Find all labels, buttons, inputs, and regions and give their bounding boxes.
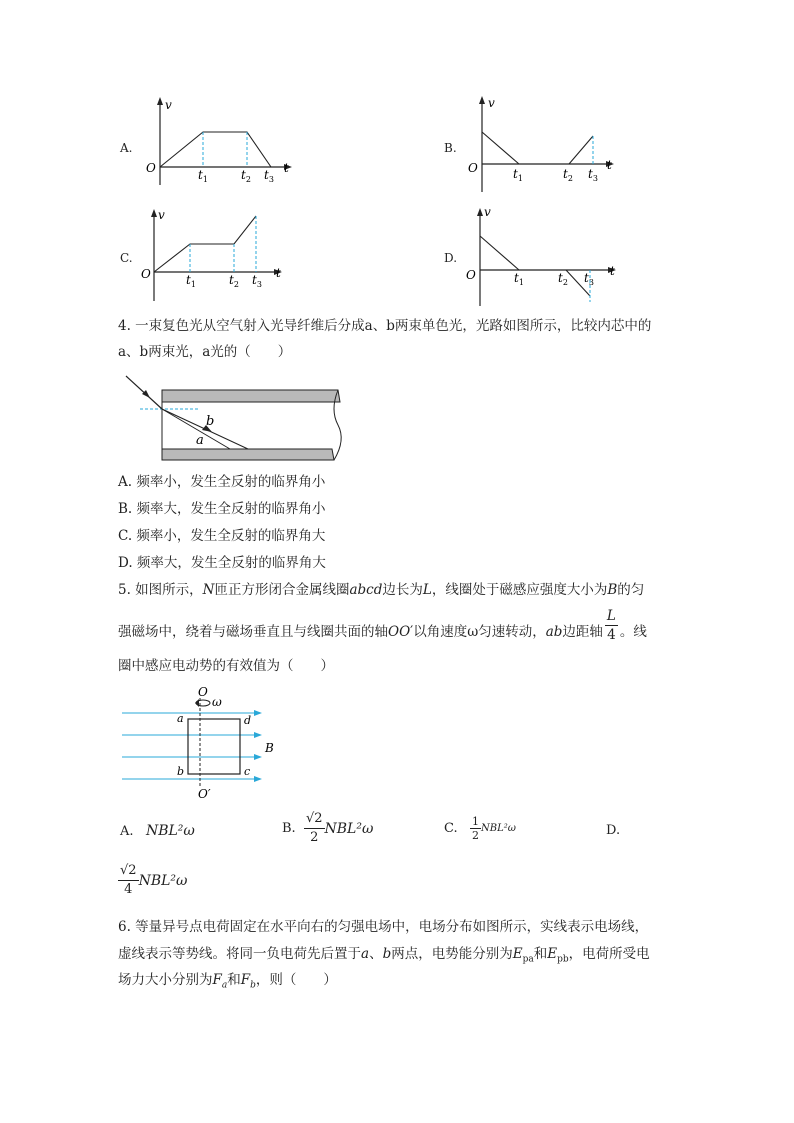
svg-text:t1 bbox=[186, 273, 196, 289]
ray-a-label: a bbox=[196, 433, 204, 448]
graph-c-t3-sub: 3 bbox=[256, 280, 262, 289]
field-B-label: B bbox=[265, 741, 274, 755]
svg-text:t2 bbox=[229, 273, 239, 289]
q4-choice-d[interactable]: D. 频率大，发生全反射的临界角大 bbox=[118, 555, 326, 571]
graph-c-t2-sub: 2 bbox=[233, 280, 239, 289]
svg-text:t2 bbox=[558, 271, 568, 287]
graph-a-v-label: v bbox=[165, 98, 172, 112]
graph-c-t2: t bbox=[229, 273, 234, 287]
graph-a-t3: t bbox=[264, 168, 269, 182]
q6-stem-line3: 场力大小分别为$F_a$和$F_b$，则（ ） bbox=[118, 972, 337, 991]
q4-choice-a[interactable]: A. 频率小，发生全反射的临界角小 bbox=[118, 474, 326, 490]
q4-choice-b[interactable]: B. 频率大，发生全反射的临界角小 bbox=[118, 501, 326, 517]
axis-O-label: O bbox=[198, 685, 208, 699]
graph-d-t2: t bbox=[558, 271, 563, 285]
graph-d bbox=[462, 200, 622, 308]
graph-a-t1: t bbox=[198, 168, 203, 182]
graph-d-v-label: v bbox=[484, 205, 491, 219]
graph-c-t1: t bbox=[186, 273, 191, 287]
graph-b-t1-sub: 1 bbox=[517, 174, 523, 183]
axis-O-prime-label: O′ bbox=[198, 787, 211, 801]
q5-stem-line2: 强磁场中，绕着与磁场垂直且与线圈共面的轴OO′以角速度ω匀速转动，ab边距轴 $\frac{L}{4}$ 。线 bbox=[118, 608, 647, 643]
svg-text:t1 bbox=[513, 167, 523, 183]
graph-d-t-label: t bbox=[610, 264, 615, 278]
q5-choice-d-value[interactable]: $\frac{√2}{4}$ NBL²ω bbox=[120, 863, 188, 897]
graph-b bbox=[464, 92, 624, 192]
q5-stem-line1: 5. 如图所示，N匝正方形闭合金属线圈abcd边长为L，线圈处于磁感应强度大小为B的匀 bbox=[118, 582, 645, 598]
graph-d-t1-sub: 1 bbox=[518, 278, 524, 287]
q4-stem-line2: a、b两束光，a光的（ ） bbox=[118, 344, 292, 360]
svg-text:t3 bbox=[252, 273, 262, 289]
graph-c-t-label: t bbox=[276, 266, 281, 280]
q5-choice-d[interactable]: D. bbox=[606, 823, 621, 838]
graph-b-t1: t bbox=[513, 167, 518, 181]
graph-b-origin: O bbox=[468, 161, 478, 175]
graph-a-t1-sub: 1 bbox=[202, 175, 208, 184]
q6-stem-line2: 虚线表示等势线。将同一负电荷先后置于a、b两点，电势能分别为$E_{pa}$和$E_{pb}$，电荷所受电 bbox=[118, 946, 650, 965]
q5-choice-b[interactable]: B. $\frac{√2}{2}$ NBL²ω bbox=[282, 811, 374, 845]
ray-b-label: b bbox=[206, 414, 215, 429]
svg-text:t3 bbox=[584, 271, 594, 287]
option-a-letter[interactable]: A. bbox=[120, 141, 133, 155]
graph-b-t2-sub: 2 bbox=[567, 174, 573, 183]
graph-a-origin: O bbox=[146, 161, 156, 175]
option-b-letter[interactable]: B. bbox=[444, 141, 457, 155]
graph-a-t3-sub: 3 bbox=[268, 175, 274, 184]
fraction-L-over-4: $\frac{L}{4}$ bbox=[606, 608, 616, 643]
graph-b-t2: t bbox=[563, 167, 568, 181]
corner-d: d bbox=[244, 714, 252, 727]
graph-a-t-label: t bbox=[284, 161, 289, 175]
svg-text:t1 bbox=[198, 168, 208, 184]
graph-a-t2: t bbox=[241, 168, 246, 182]
q4-stem-line1: 4. 一束复色光从空气射入光导纤维后分成a、b两束单色光，光路如图所示，比较内芯中的 bbox=[118, 318, 652, 334]
graph-d-t3-sub: 3 bbox=[588, 278, 594, 287]
graph-c-v-label: v bbox=[158, 208, 165, 222]
corner-c: c bbox=[244, 765, 251, 778]
graph-a bbox=[140, 95, 300, 190]
graph-c-t3: t bbox=[252, 273, 257, 287]
q5-choice-a[interactable]: A. NBL²ω bbox=[120, 823, 195, 839]
graph-b-t3: t bbox=[588, 167, 593, 181]
omega-label: ω bbox=[212, 695, 222, 709]
option-d-letter[interactable]: D. bbox=[444, 251, 458, 265]
q6-stem-line1: 6. 等量异号点电荷固定在水平向右的匀强电场中，电场分布如图所示，实线表示电场线， bbox=[118, 919, 649, 935]
graph-b-t-label: t bbox=[607, 158, 612, 172]
q5-stem-line3: 圈中感应电动势的有效值为（ ） bbox=[118, 658, 334, 674]
graph-a-velocity-line bbox=[160, 132, 271, 167]
svg-text:t2 bbox=[241, 168, 251, 184]
graph-d-origin: O bbox=[466, 268, 476, 282]
fiber-optic-figure bbox=[118, 370, 348, 465]
q4-choice-c[interactable]: C. 频率小，发生全反射的临界角大 bbox=[118, 528, 326, 544]
graph-d-t1: t bbox=[514, 271, 519, 285]
svg-text:t2 bbox=[563, 167, 573, 183]
graph-d-t2-sub: 2 bbox=[562, 278, 568, 287]
graph-b-t3-sub: 3 bbox=[592, 174, 598, 183]
option-c-letter[interactable]: C. bbox=[120, 251, 133, 265]
graph-c bbox=[138, 205, 298, 305]
graph-b-v-label: v bbox=[488, 96, 495, 110]
graph-a-t2-sub: 2 bbox=[245, 175, 251, 184]
coil-figure bbox=[118, 684, 288, 802]
graph-c-t1-sub: 1 bbox=[190, 280, 196, 289]
graph-d-t3: t bbox=[584, 271, 589, 285]
corner-a: a bbox=[177, 712, 184, 725]
corner-b: b bbox=[177, 765, 185, 778]
svg-text:t1 bbox=[514, 271, 524, 287]
graph-c-origin: O bbox=[141, 267, 151, 281]
svg-text:t3 bbox=[588, 167, 598, 183]
svg-text:t3 bbox=[264, 168, 274, 184]
q5-choice-c[interactable]: C. $\frac{1}{2}$ NBL²ω bbox=[444, 815, 516, 842]
